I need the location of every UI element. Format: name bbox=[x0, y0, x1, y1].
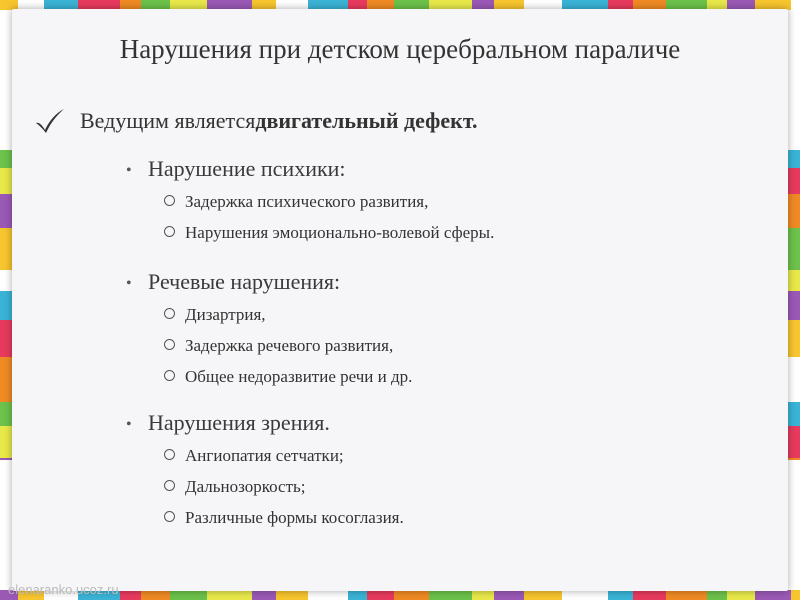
list-item-label: Дальнозоркость; bbox=[185, 477, 306, 496]
checkmark-icon bbox=[34, 108, 66, 134]
lead-text: Ведущим является bbox=[80, 108, 256, 133]
border-segment bbox=[524, 590, 562, 600]
border-segment bbox=[429, 590, 472, 600]
circle-bullet-icon bbox=[164, 308, 175, 319]
section-heading bbox=[126, 152, 494, 186]
border-segment bbox=[786, 194, 800, 228]
border-segment bbox=[791, 0, 800, 10]
circle-bullet-icon bbox=[164, 511, 175, 522]
border-right-decoration bbox=[786, 150, 800, 460]
list-item-label: Дизартрия, bbox=[185, 305, 266, 324]
border-segment bbox=[727, 590, 755, 600]
border-segment bbox=[141, 590, 170, 600]
border-segment bbox=[120, 590, 141, 600]
border-segment bbox=[786, 270, 800, 291]
border-segment bbox=[786, 168, 800, 194]
border-segment bbox=[786, 426, 800, 458]
list-item bbox=[126, 471, 404, 502]
border-segment bbox=[707, 590, 727, 600]
border-segment bbox=[207, 590, 252, 600]
list-item-label: Общее недоразвитие речи и др. bbox=[185, 367, 413, 386]
list-item bbox=[126, 299, 412, 330]
circle-bullet-icon bbox=[164, 449, 175, 460]
bullet-dot-icon: • bbox=[126, 415, 132, 433]
list-item bbox=[126, 186, 494, 217]
section-heading-label: Речевые нарушения: bbox=[148, 269, 341, 294]
circle-bullet-icon bbox=[164, 339, 175, 350]
circle-bullet-icon bbox=[164, 370, 175, 381]
border-segment bbox=[786, 228, 800, 270]
border-bottom-decoration bbox=[0, 590, 800, 600]
border-segment bbox=[276, 590, 308, 600]
border-segment bbox=[633, 590, 666, 600]
border-segment bbox=[348, 590, 367, 600]
lead-statement bbox=[34, 106, 478, 136]
border-segment bbox=[786, 402, 800, 426]
footer-watermark: elenaranko.ucoz.ru bbox=[8, 582, 119, 597]
border-segment bbox=[791, 590, 800, 600]
section-speech bbox=[126, 265, 412, 392]
border-segment bbox=[562, 590, 608, 600]
border-segment bbox=[472, 590, 494, 600]
border-segment bbox=[252, 590, 276, 600]
list-item-label: Задержка психического развития, bbox=[185, 192, 429, 211]
section-vision bbox=[126, 406, 404, 533]
border-segment bbox=[786, 150, 800, 168]
border-segment bbox=[494, 590, 524, 600]
list-item bbox=[126, 361, 412, 392]
list-item bbox=[126, 330, 412, 361]
list-item-label: Различные формы косоглазия. bbox=[185, 508, 404, 527]
border-segment bbox=[170, 590, 207, 600]
lead-bold-text: двигательный дефект. bbox=[255, 108, 478, 133]
border-segment bbox=[755, 590, 791, 600]
border-segment bbox=[786, 357, 800, 402]
list-item-label: Ангиопатия сетчатки; bbox=[185, 446, 344, 465]
circle-bullet-icon bbox=[164, 480, 175, 491]
list-item bbox=[126, 502, 404, 533]
border-segment bbox=[394, 590, 429, 600]
border-segment bbox=[786, 291, 800, 320]
section-heading-label: Нарушения зрения. bbox=[148, 410, 330, 435]
border-segment bbox=[308, 590, 348, 600]
list-item-label: Нарушения эмоционально-волевой сферы. bbox=[185, 223, 495, 242]
border-segment bbox=[608, 590, 633, 600]
border-segment bbox=[786, 320, 800, 357]
border-segment bbox=[786, 458, 800, 460]
section-heading bbox=[126, 406, 404, 440]
section-psyche bbox=[126, 152, 494, 248]
border-segment bbox=[367, 590, 394, 600]
section-heading bbox=[126, 265, 412, 299]
bullet-dot-icon: • bbox=[126, 161, 132, 179]
circle-bullet-icon bbox=[164, 226, 175, 237]
list-item-label: Задержка речевого развития, bbox=[185, 336, 394, 355]
border-segment bbox=[666, 590, 707, 600]
list-item bbox=[126, 217, 494, 248]
slide-title: Нарушения при детском церебральном параличе bbox=[119, 34, 681, 64]
section-heading-label: Нарушение психики: bbox=[148, 156, 346, 181]
bullet-dot-icon: • bbox=[126, 274, 132, 292]
list-item bbox=[126, 440, 404, 471]
circle-bullet-icon bbox=[164, 195, 175, 206]
